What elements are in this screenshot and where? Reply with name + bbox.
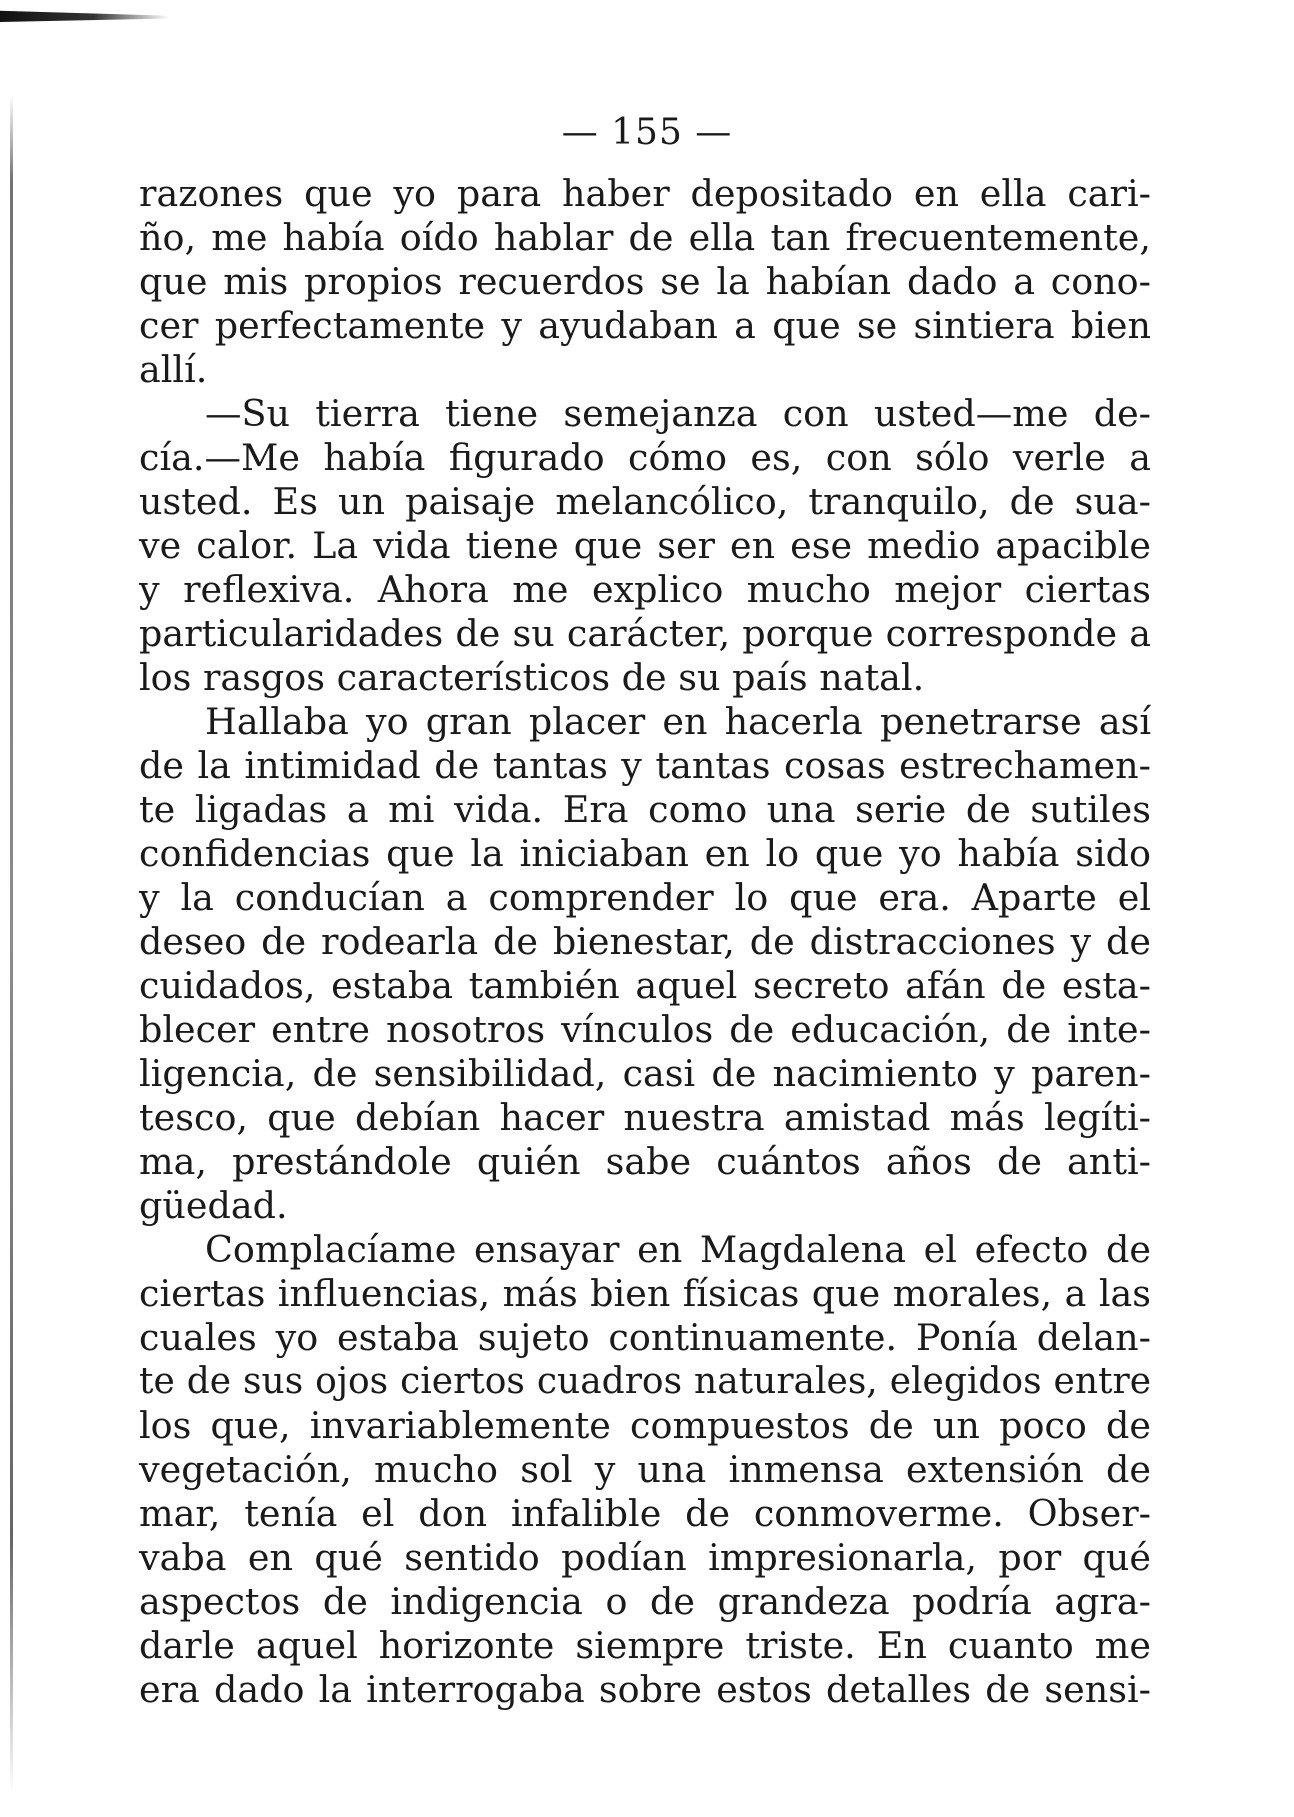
text-line: razones que yo para haber depositado en ella cari-	[139, 172, 1151, 215]
text-line: aspectos de indigencia o de grandeza podría agra-	[139, 1580, 1151, 1623]
text-line: vegetación, mucho sol y una inmensa extensión de	[139, 1448, 1151, 1491]
text-line: ciertas influencias, más bien físicas que morales, a las	[139, 1272, 1151, 1315]
text-line: particularidades de su carácter, porque corresponde a	[139, 612, 1151, 655]
scan-artifact-top	[0, 8, 170, 22]
text-line: te de sus ojos ciertos cuadros naturales, elegidos entre	[139, 1361, 1151, 1402]
text-line: y reflexiva. Ahora me explico mucho mejor ciertas	[139, 568, 1151, 611]
text-line: tesco, que debían hacer nuestra amistad más legíti-	[139, 1096, 1151, 1139]
page-number: — 155 —	[561, 112, 733, 153]
text-line: cuales yo estaba sujeto continuamente. Ponía delan-	[139, 1316, 1151, 1359]
text-line: Hallaba yo gran placer en hacerla penetrarse así	[205, 700, 1151, 743]
text-line: confidencias que la iniciaban en lo que yo había sido	[139, 832, 1151, 875]
text-line: los que, invariablemente compuestos de un poco de	[139, 1404, 1151, 1447]
text-line: deseo de rodearla de bienestar, de distracciones y de	[139, 920, 1151, 963]
text-line: los rasgos característicos de su país natal.	[139, 656, 925, 699]
text-line: que mis propios recuerdos se la habían dado a cono-	[139, 260, 1151, 303]
text-line: era dado la interrogaba sobre estos detalles de sensi-	[139, 1668, 1151, 1711]
text-line: cuidados, estaba también aquel secreto afán de esta-	[139, 964, 1151, 1007]
text-line: ño, me había oído hablar de ella tan frecuentemente,	[139, 216, 1151, 259]
text-line: usted. Es un paisaje melancólico, tranquilo, de sua-	[139, 480, 1151, 523]
text-line: —Su tierra tiene semejanza con usted—me de-	[205, 392, 1151, 435]
text-line: te ligadas a mi vida. Era como una serie de sutiles	[139, 788, 1151, 831]
text-line: güedad.	[139, 1184, 288, 1227]
text-line: allí.	[139, 348, 208, 391]
scan-artifact-left-edge	[10, 95, 13, 1795]
text-line: cía.—Me había figurado cómo es, con sólo verle a	[139, 436, 1151, 479]
text-line: ve calor. La vida tiene que ser en ese medio apacible	[139, 524, 1151, 567]
text-line: darle aquel horizonte siempre triste. En cuanto me	[139, 1624, 1151, 1667]
text-line: ma, prestándole quién sabe cuántos años de anti-	[139, 1140, 1151, 1183]
text-line: ligencia, de sensibilidad, casi de nacimiento y paren-	[139, 1052, 1151, 1095]
body-text	[139, 172, 1151, 1712]
text-line: mar, tenía el don infalible de conmoverme. Obser-	[139, 1492, 1151, 1535]
text-line: vaba en qué sentido podían impresionarla, por qué	[139, 1536, 1151, 1579]
text-line: Complacíame ensayar en Magdalena el efecto de	[205, 1228, 1151, 1271]
text-line: cer perfectamente y ayudaban a que se sintiera bien	[139, 304, 1151, 347]
text-line: de la intimidad de tantas y tantas cosas estrechamen-	[139, 744, 1151, 787]
text-line: y la conducían a comprender lo que era. Aparte el	[139, 876, 1151, 919]
text-line: blecer entre nosotros vínculos de educación, de inte-	[139, 1008, 1151, 1051]
